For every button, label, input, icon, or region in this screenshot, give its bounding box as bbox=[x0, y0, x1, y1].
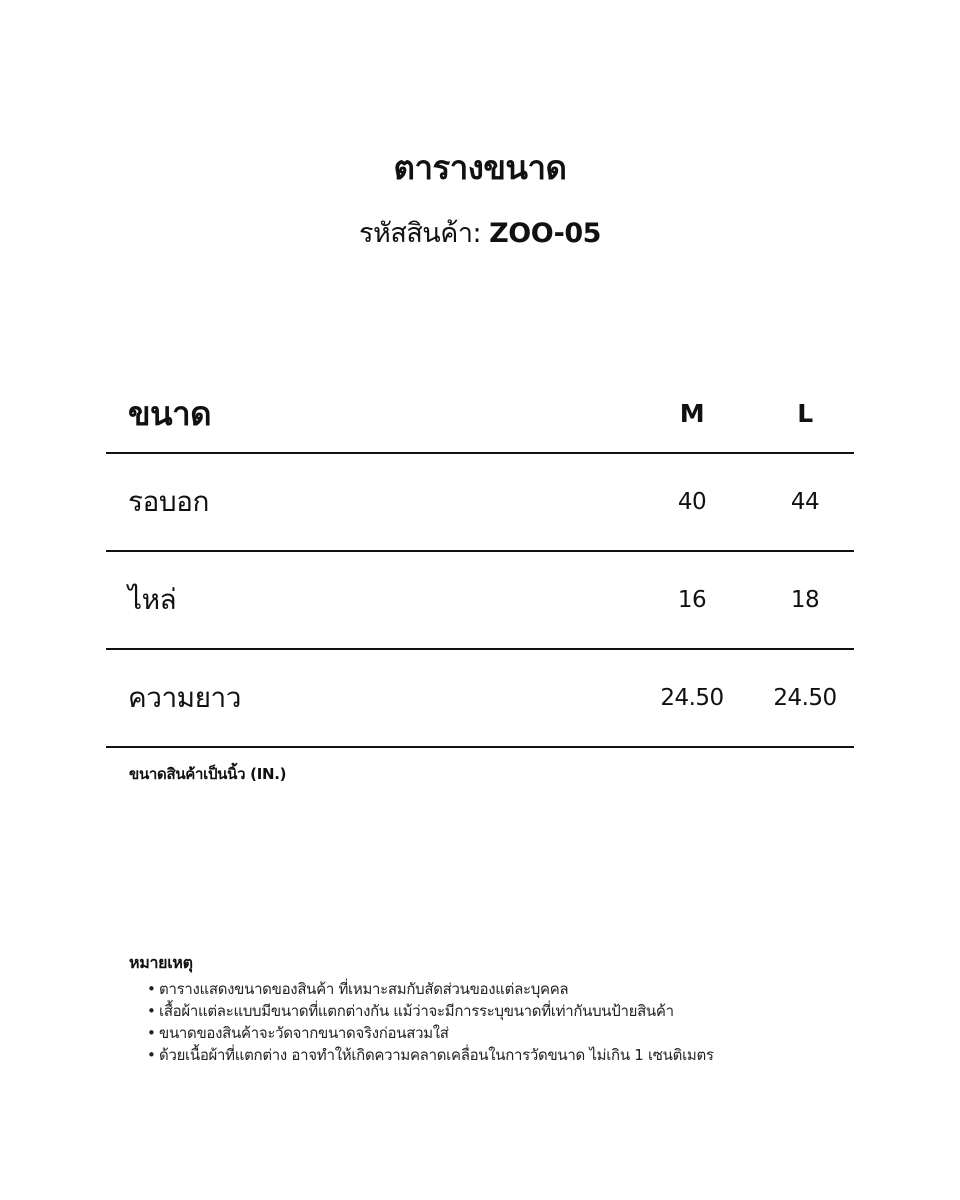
page-title: ตารางขนาด bbox=[393, 148, 567, 187]
size-header-m: M bbox=[679, 398, 705, 428]
list-item bbox=[147, 1044, 714, 1066]
bullet-icon: • bbox=[147, 980, 156, 998]
product-code-value: ZOO-05 bbox=[489, 218, 601, 249]
table-row-length bbox=[106, 650, 854, 748]
value-m: 24.50 bbox=[660, 685, 724, 711]
table-row-shoulder bbox=[106, 552, 854, 650]
unit-note: ขนาดสินค้าเป็นนิ้ว (IN.) bbox=[129, 765, 287, 783]
list-item bbox=[147, 1022, 714, 1044]
note-text: เสื้อผ้าแต่ละแบบมีขนาดที่แตกต่างกัน แม้ว่าจะมีการระบุขนาดที่เท่ากันบนป้ายสินค้า bbox=[159, 1002, 674, 1020]
value-l: 18 bbox=[790, 587, 820, 613]
product-code-label: รหัสสินค้า: bbox=[359, 218, 490, 249]
size-table bbox=[106, 370, 854, 748]
value-l: 24.50 bbox=[773, 685, 837, 711]
table-row-chest bbox=[106, 454, 854, 552]
notes-title: หมายเหตุ bbox=[129, 953, 193, 972]
value-m: 16 bbox=[677, 587, 707, 613]
bullet-icon: • bbox=[147, 1024, 156, 1042]
product-code-line bbox=[0, 214, 960, 254]
list-item bbox=[147, 1000, 714, 1022]
notes-list bbox=[129, 978, 714, 1066]
value-m: 40 bbox=[677, 489, 707, 515]
bullet-icon: • bbox=[147, 1046, 156, 1064]
note-text: ขนาดของสินค้าจะวัดจากขนาดจริงก่อนสวมใส่ bbox=[159, 1024, 449, 1042]
note-text: ด้วยเนื้อผ้าที่แตกต่าง อาจทำให้เกิดความคลาดเคลื่อนในการวัดขนาด ไม่เกิน 1 เซนติเมตร bbox=[159, 1046, 714, 1064]
row-label: ความยาว bbox=[128, 681, 241, 714]
note-text: ตารางแสดงขนาดของสินค้า ที่เหมาะสมกับสัดส่วนของแต่ละบุคคล bbox=[159, 980, 569, 998]
bullet-icon: • bbox=[147, 1002, 156, 1020]
row-label: ไหล่ bbox=[128, 583, 177, 616]
size-table-header-row bbox=[106, 370, 854, 454]
size-header-l: L bbox=[797, 398, 813, 428]
size-header-label: ขนาด bbox=[128, 393, 212, 433]
list-item bbox=[147, 978, 714, 1000]
row-label: รอบอก bbox=[128, 485, 209, 518]
value-l: 44 bbox=[790, 489, 820, 515]
notes-section bbox=[129, 950, 714, 1066]
